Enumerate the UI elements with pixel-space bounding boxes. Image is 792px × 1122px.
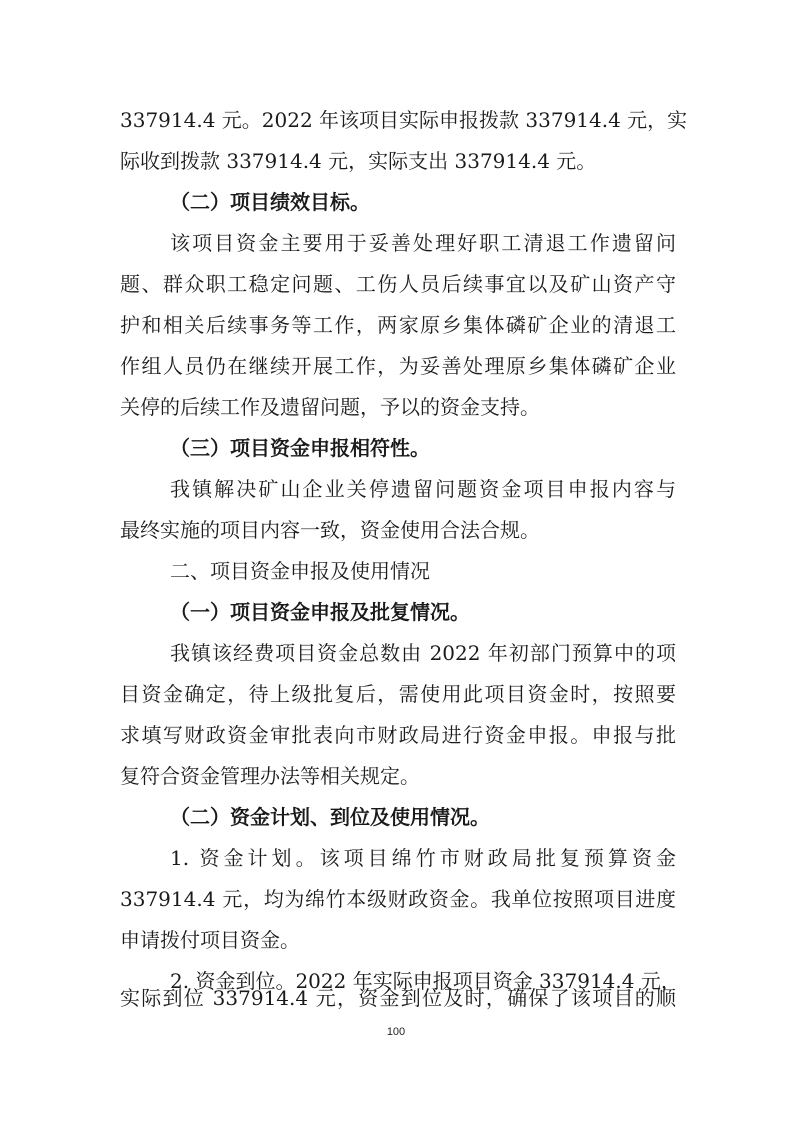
section-heading: （二）资金计划、到位及使用情况。 (170, 805, 490, 829)
paragraph-line: 复符合资金管理办法等相关规定。 (120, 764, 420, 788)
paragraph-line: 关停的后续工作及遗留问题，予以的资金支持。 (120, 395, 540, 419)
page-number: 100 (386, 1026, 406, 1038)
paragraph-line: 实际到位 337914.4 元，资金到位及时，确保了该项目的顺 (120, 986, 676, 1010)
paragraph-line: 1. 资金计划。该项目绵竹市财政局批复预算资金 (170, 846, 676, 870)
paragraph-line: 求填写财政资金审批表向市财政局进行资金申报。申报与批 (120, 723, 676, 747)
paragraph-line: 护和相关后续事务等工作，两家原乡集体磷矿企业的清退工 (120, 313, 676, 337)
paragraph-line: 最终实施的项目内容一致，资金使用合法合规。 (120, 518, 540, 542)
paragraph-line: 题、群众职工稳定问题、工伤人员后续事宜以及矿山资产守 (120, 272, 676, 296)
paragraph-line: 目资金确定，待上级批复后，需使用此项目资金时，按照要 (120, 682, 676, 706)
paragraph-line: 作组人员仍在继续开展工作，为妥善处理原乡集体磷矿企业 (120, 354, 676, 378)
section-heading: （三）项目资金申报相符性。 (170, 436, 430, 460)
paragraph-line: 我镇该经费项目资金总数由 2022 年初部门预算中的项 (170, 641, 676, 665)
paragraph-line: 际收到拨款 337914.4 元，实际支出 337914.4 元。 (120, 149, 597, 173)
paragraph-line: 2. 资金到位。2022 年实际申报项目资金 337914.4 元， (170, 969, 681, 993)
chapter-heading: 二、项目资金申报及使用情况 (170, 559, 430, 583)
paragraph-line: 申请拨付项目资金。 (120, 928, 300, 952)
section-heading: （二）项目绩效目标。 (170, 190, 370, 214)
paragraph-line: 该项目资金主要用于妥善处理好职工清退工作遗留问 (170, 231, 676, 255)
section-heading: （一）项目资金申报及批复情况。 (170, 600, 470, 624)
paragraph-line: 我镇解决矿山企业关停遗留问题资金项目申报内容与 (170, 477, 676, 501)
paragraph-line: 337914.4 元。2022 年该项目实际申报拨款 337914.4 元，实 (120, 108, 688, 132)
paragraph-line: 337914.4 元，均为绵竹本级财政资金。我单位按照项目进度 (120, 887, 676, 911)
